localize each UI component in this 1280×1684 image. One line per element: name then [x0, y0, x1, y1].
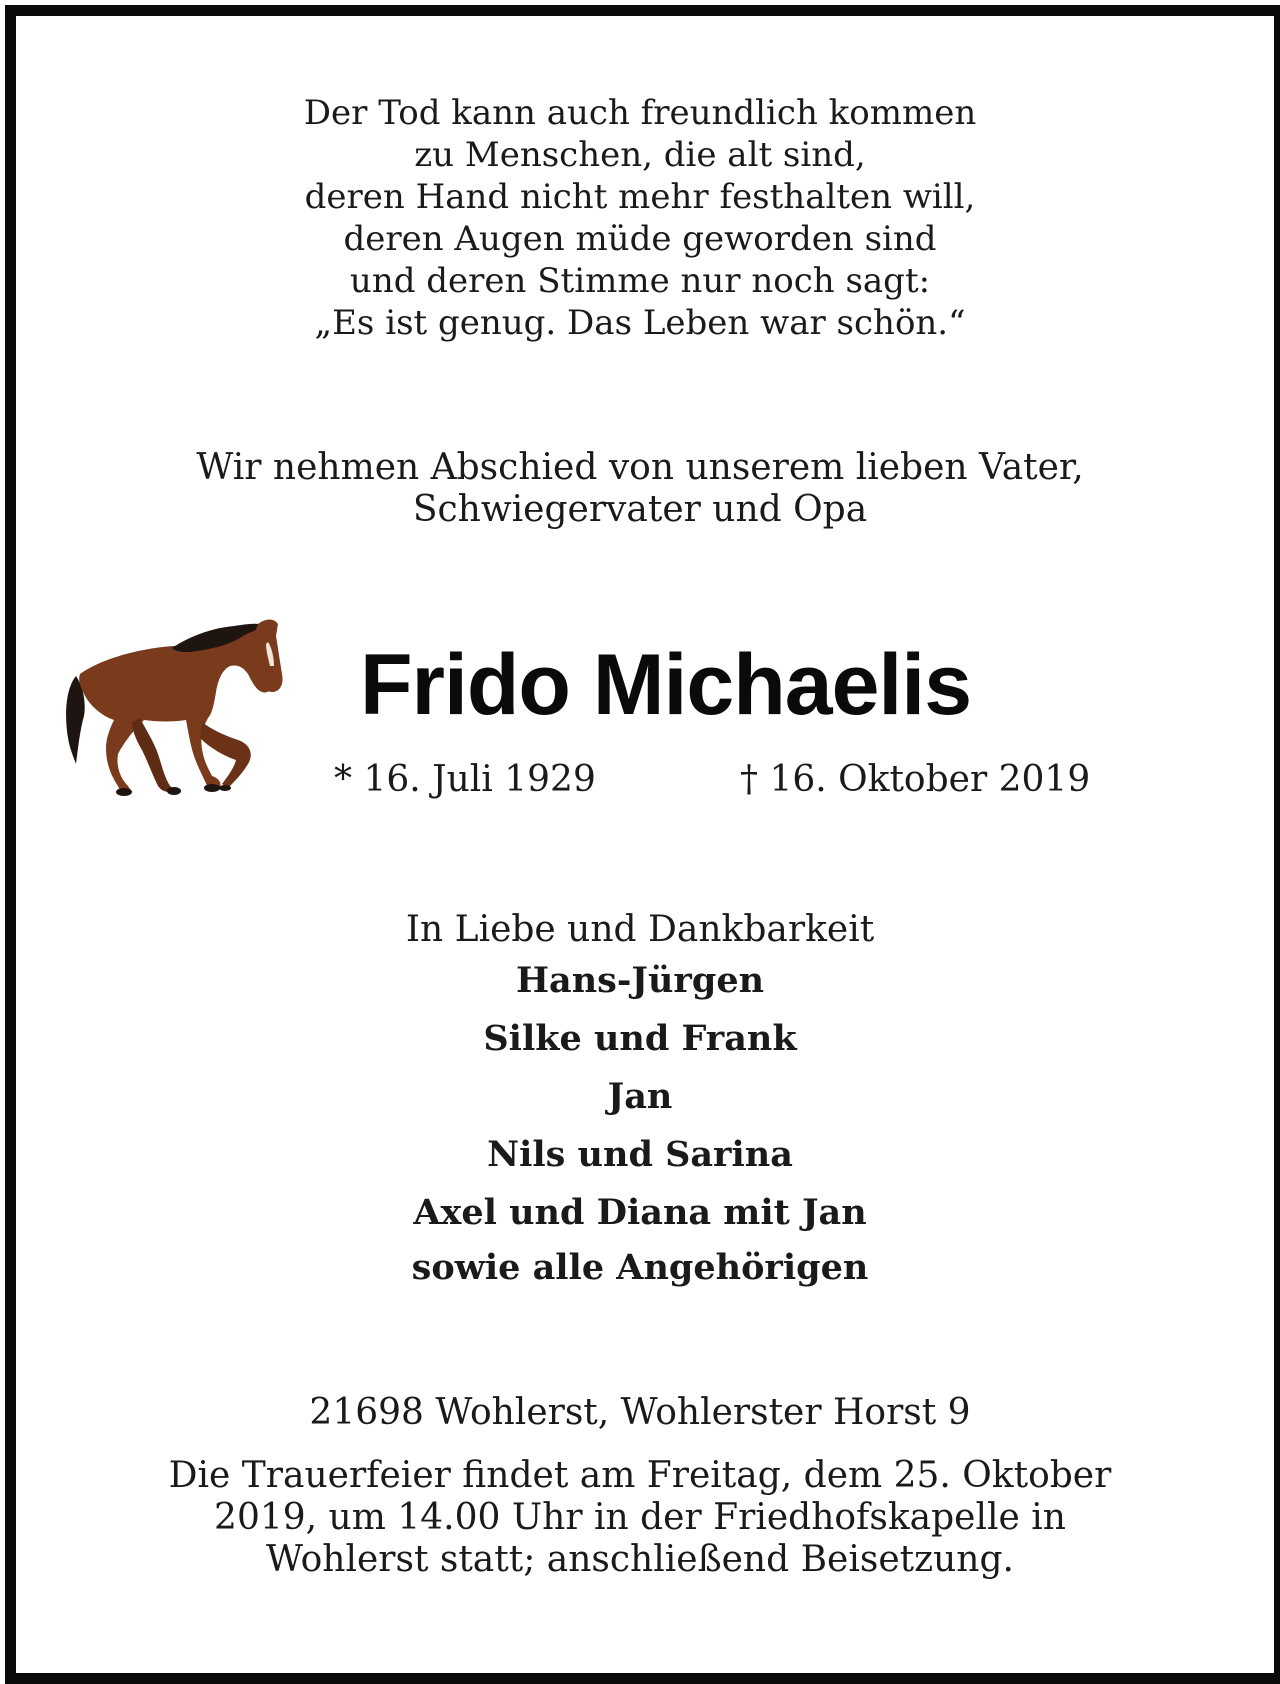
poem-line: zu Menschen, die alt sind, [414, 135, 866, 175]
intro-line: Wir nehmen Abschied von unserem lieben Vater, [196, 447, 1084, 488]
poem [0, 92, 1280, 344]
funeral-service-info [0, 1455, 1280, 1581]
horse-icon [62, 618, 290, 808]
mourner-entry: Jan [607, 1076, 673, 1117]
birth-date: * 16. Juli 1929 [334, 759, 596, 800]
service-line: 2019, um 14.00 Uhr in der Friedhofskapelle in [214, 1497, 1066, 1538]
service-line: Die Trauerfeier findet am Freitag, dem 25. Oktober [168, 1455, 1112, 1496]
deceased-name: Frido Michaelis [360, 637, 972, 733]
poem-line: und deren Stimme nur noch sagt: [349, 261, 931, 301]
poem-line: deren Hand nicht mehr festhalten will, [304, 177, 976, 217]
mourner-entry: sowie alle Angehörigen [411, 1247, 869, 1288]
service-line: Wohlerst statt; anschließend Beisetzung. [266, 1539, 1014, 1580]
farewell-intro [0, 447, 1280, 531]
mourner-entry: Axel und Diana mit Jan [413, 1192, 867, 1233]
poem-line: Der Tod kann auch freundlich kommen [303, 93, 977, 133]
mourners-list [0, 956, 1280, 1296]
address: 21698 Wohlerst, Wohlerster Horst 9 [309, 1392, 971, 1433]
mourner-entry: Nils und Sarina [487, 1134, 793, 1175]
poem-line: „Es ist genug. Das Leben war schön.“ [314, 303, 966, 343]
intro-line: Schwiegervater und Opa [412, 489, 868, 530]
death-date: † 16. Oktober 2019 [740, 759, 1091, 800]
closing-phrase: In Liebe und Dankbarkeit [405, 909, 875, 950]
mourner-entry: Silke und Frank [483, 1018, 797, 1059]
poem-line: deren Augen müde geworden sind [343, 219, 937, 259]
mourner-entry: Hans-Jürgen [515, 960, 765, 1001]
